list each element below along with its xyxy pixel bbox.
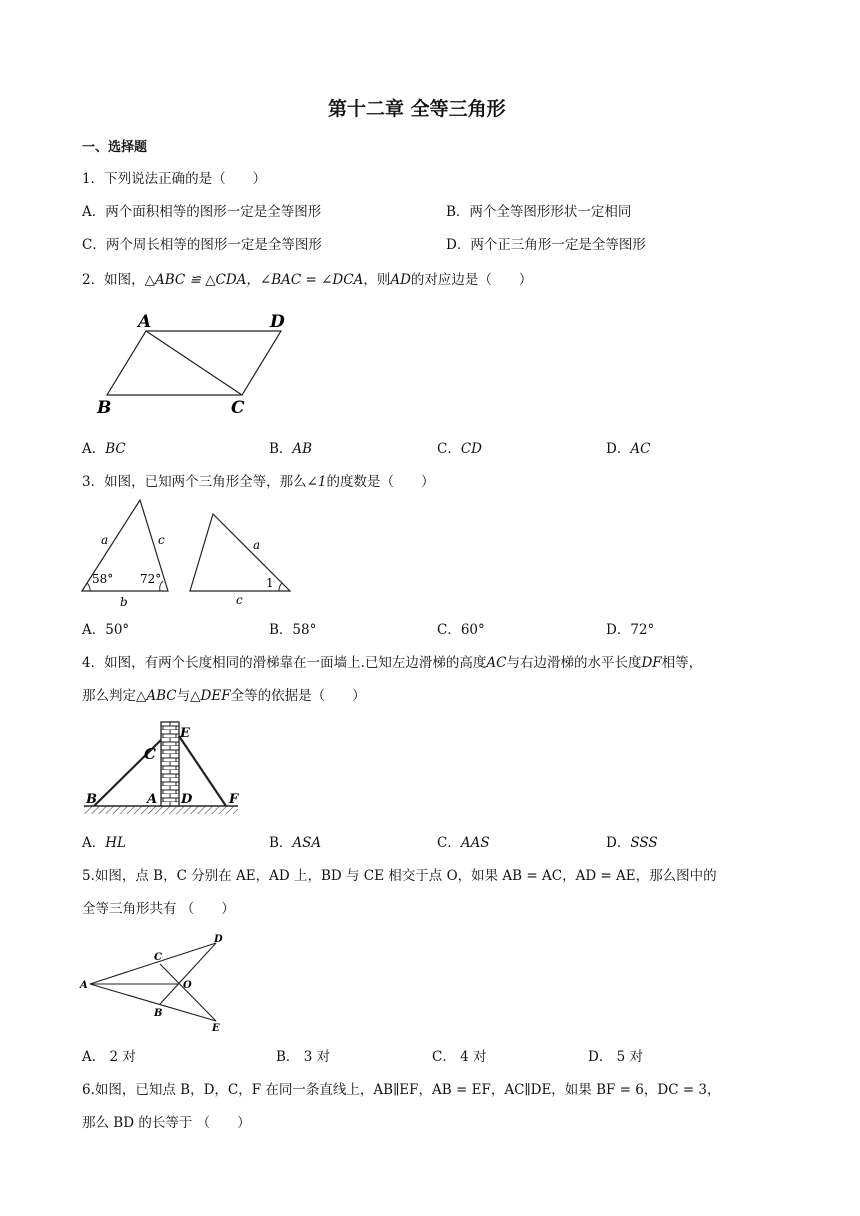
q2-label-d: D — [270, 312, 285, 332]
q2-option-a: A．BC — [82, 441, 126, 457]
svg-text:72°: 72° — [140, 572, 162, 586]
q1-option-c: C．两个周长相等的图形一定是全等图形 — [82, 237, 322, 253]
q2-label-a: A — [138, 312, 152, 332]
q3-option-d: D．72° — [606, 622, 655, 638]
svg-text:B: B — [154, 1008, 163, 1019]
q5-line2: 全等三角形共有 （ ） — [82, 901, 235, 917]
svg-text:A: A — [147, 792, 158, 807]
svg-text:C: C — [154, 952, 162, 963]
svg-text:C: C — [144, 745, 156, 763]
q5-option-c: C． 4 对 — [432, 1049, 487, 1065]
q4-line1: 4．如图，有两个长度相同的滑梯靠在一面墙上.已知左边滑梯的高度AC与右边滑梯的水平长度DF相等， — [82, 655, 703, 671]
q2-stem-e: 的对应边是（ ） — [410, 272, 533, 288]
q4-option-d: D．SSS — [606, 835, 658, 851]
q1-stem: 1．下列说法正确的是（ ） — [82, 171, 267, 187]
q4-option-b: B．ASA — [269, 835, 322, 851]
svg-text:1: 1 — [266, 576, 274, 590]
q6-line1: 6.如图，已知点 B，D，C，F 在同一条直线上，AB∥EF，AB = EF，AC∥DE，如果 BF = 6，DC = 3， — [82, 1082, 721, 1098]
q2-label-c: C — [231, 398, 245, 418]
q5-line1: 5.如图，点 B，C 分别在 AE，AD 上，BD 与 CE 相交于点 O，如果 AB = AC，AD = AE，那么图中的 — [82, 868, 717, 884]
svg-text:a: a — [253, 538, 261, 552]
q3-option-c: C．60° — [437, 622, 485, 638]
svg-text:c: c — [236, 593, 243, 607]
svg-text:E: E — [180, 726, 190, 741]
q4-option-c: C．AAS — [437, 835, 490, 851]
q2-stem-ad: AD — [390, 272, 411, 288]
q2-stem-c: ，则 — [363, 272, 391, 288]
q5-option-a: A． 2 对 — [82, 1049, 136, 1065]
q4-option-a: A．HL — [82, 835, 126, 851]
svg-text:D: D — [181, 792, 193, 807]
svg-text:B: B — [86, 792, 97, 807]
q6-line2: 那么 BD 的长等于 （ ） — [82, 1115, 251, 1131]
svg-text:E: E — [212, 1023, 220, 1034]
q1-option-a: A．两个面积相等的图形一定是全等图形 — [82, 204, 322, 220]
q2-option-c: C．CD — [437, 441, 482, 457]
q1-option-b: B．两个全等图形形状一定相同 — [446, 204, 632, 220]
q3-option-b: B．58° — [269, 622, 317, 638]
page-title: 第十二章 全等三角形 — [328, 98, 506, 120]
q1-option-d: D．两个正三角形一定是全等图形 — [446, 237, 646, 253]
svg-text:c: c — [158, 533, 165, 547]
svg-text:a: a — [101, 533, 109, 547]
svg-text:F: F — [229, 792, 239, 807]
q2-label-b: B — [97, 398, 112, 418]
q5-option-d: D． 5 对 — [588, 1049, 643, 1065]
section-heading: 一、选择题 — [82, 140, 148, 155]
svg-text:58°: 58° — [92, 572, 114, 586]
q2-stem-math: △ABC ≌ △CDA，∠BAC = ∠DCA — [144, 272, 364, 288]
svg-text:A: A — [80, 980, 88, 991]
svg-text:O: O — [183, 980, 192, 991]
q3-stem: 3．如图，已知两个三角形全等，那么∠1的度数是（ ） — [82, 474, 435, 490]
q5-option-b: B． 3 对 — [276, 1049, 331, 1065]
svg-text:D: D — [214, 934, 223, 945]
q2-option-d: D．AC — [606, 441, 651, 457]
svg-text:b: b — [120, 595, 128, 609]
q2-stem-a: 2．如图， — [82, 272, 145, 288]
q2-option-b: B．AB — [269, 441, 313, 457]
q4-line2: 那么判定△ABC与△DEF全等的依据是（ ） — [82, 688, 366, 704]
q3-option-a: A．50° — [82, 622, 130, 638]
